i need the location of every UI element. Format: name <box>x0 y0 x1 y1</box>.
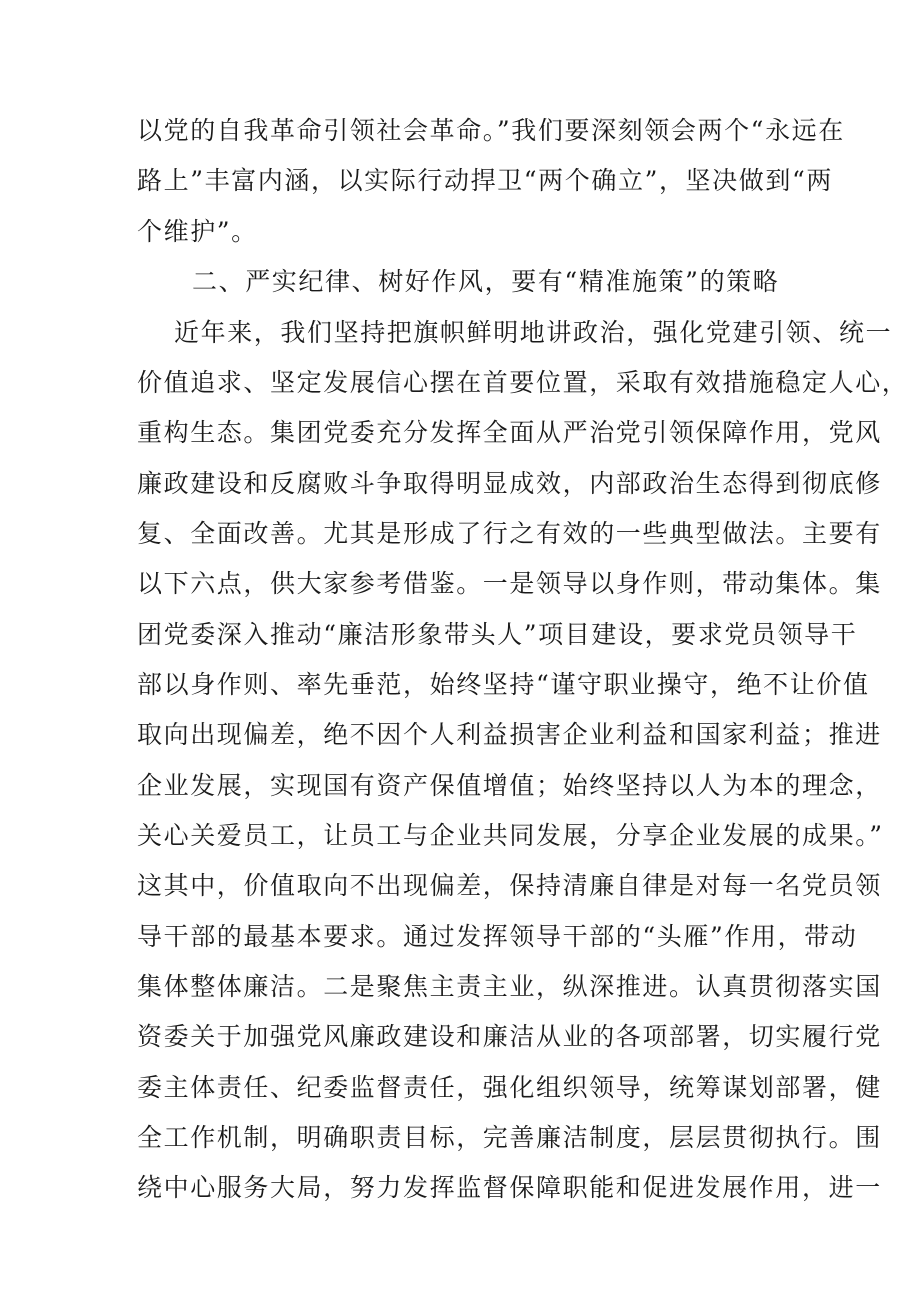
paragraph-2-line-13: 导干部的最基本要求。通过发挥领导干部的“头雁”作用，带动 <box>137 922 858 951</box>
paragraph-1-line-3: 个维护”。 <box>137 217 258 246</box>
paragraph-2-line-14: 集体整体廉洁。二是聚焦主责主业，纵深推进。认真贯彻落实国 <box>137 972 882 1001</box>
paragraph-2-line-5: 复、全面改善。尤其是形成了行之有效的一些典型做法。主要有 <box>137 519 882 548</box>
paragraph-2-line-9: 取向出现偏差，绝不因个人利益损害企业利益和国家利益；推进 <box>137 720 882 749</box>
paragraph-2-line-4: 廉政建设和反腐败斗争取得明显成效，内部政治生态得到彻底修 <box>137 469 882 498</box>
paragraph-2-line-1: 近年来，我们坚持把旗帜鲜明地讲政治，强化党建引领、统一 <box>174 318 893 347</box>
paragraph-1-line-1: 以党的自我革命引领社会革命。”我们要深刻领会两个“永远在 <box>137 116 845 145</box>
paragraph-2-line-15: 资委关于加强党风廉政建设和廉洁从业的各项部署，切实履行党 <box>137 1022 882 1051</box>
paragraph-2-line-3: 重构生态。集团党委充分发挥全面从严治党引领保障作用，党风 <box>137 418 882 447</box>
paragraph-2-line-16: 委主体责任、纪委监督责任，强化组织领导，统筹谋划部署，健 <box>137 1073 882 1102</box>
paragraph-2-line-2: 价值追求、坚定发展信心摆在首要位置，采取有效措施稳定人心， <box>137 368 909 397</box>
paragraph-2-line-7: 团党委深入推动“廉洁形象带头人”项目建设，要求党员领导干 <box>137 620 858 649</box>
paragraph-2-line-11: 关心关爱员工，让员工与企业共同发展，分享企业发展的成果。” <box>137 821 884 850</box>
paragraph-2-line-12: 这其中，价值取向不出现偏差，保持清廉自律是对每一名党员领 <box>137 871 882 900</box>
paragraph-2-line-10: 企业发展，实现国有资产保值增值；始终坚持以人为本的理念， <box>137 771 882 800</box>
paragraph-2-line-6: 以下六点，供大家参考借鉴。一是领导以身作则，带动集体。集 <box>137 569 882 598</box>
paragraph-2-line-17: 全工作机制，明确职责目标，完善廉洁制度，层层贯彻执行。围 <box>137 1123 882 1152</box>
section-heading: 二、严实纪律、树好作风，要有“精准施策”的策略 <box>192 267 780 296</box>
paragraph-2-line-18: 绕中心服务大局，努力发挥监督保障职能和促进发展作用，进一 <box>137 1173 882 1202</box>
paragraph-1-line-2: 路上”丰富内涵，以实际行动捍卫“两个确立”，坚决做到“两 <box>137 166 833 195</box>
paragraph-2-line-8: 部以身作则、率先垂范，始终坚持“谨守职业操守，绝不让价值 <box>137 670 870 699</box>
